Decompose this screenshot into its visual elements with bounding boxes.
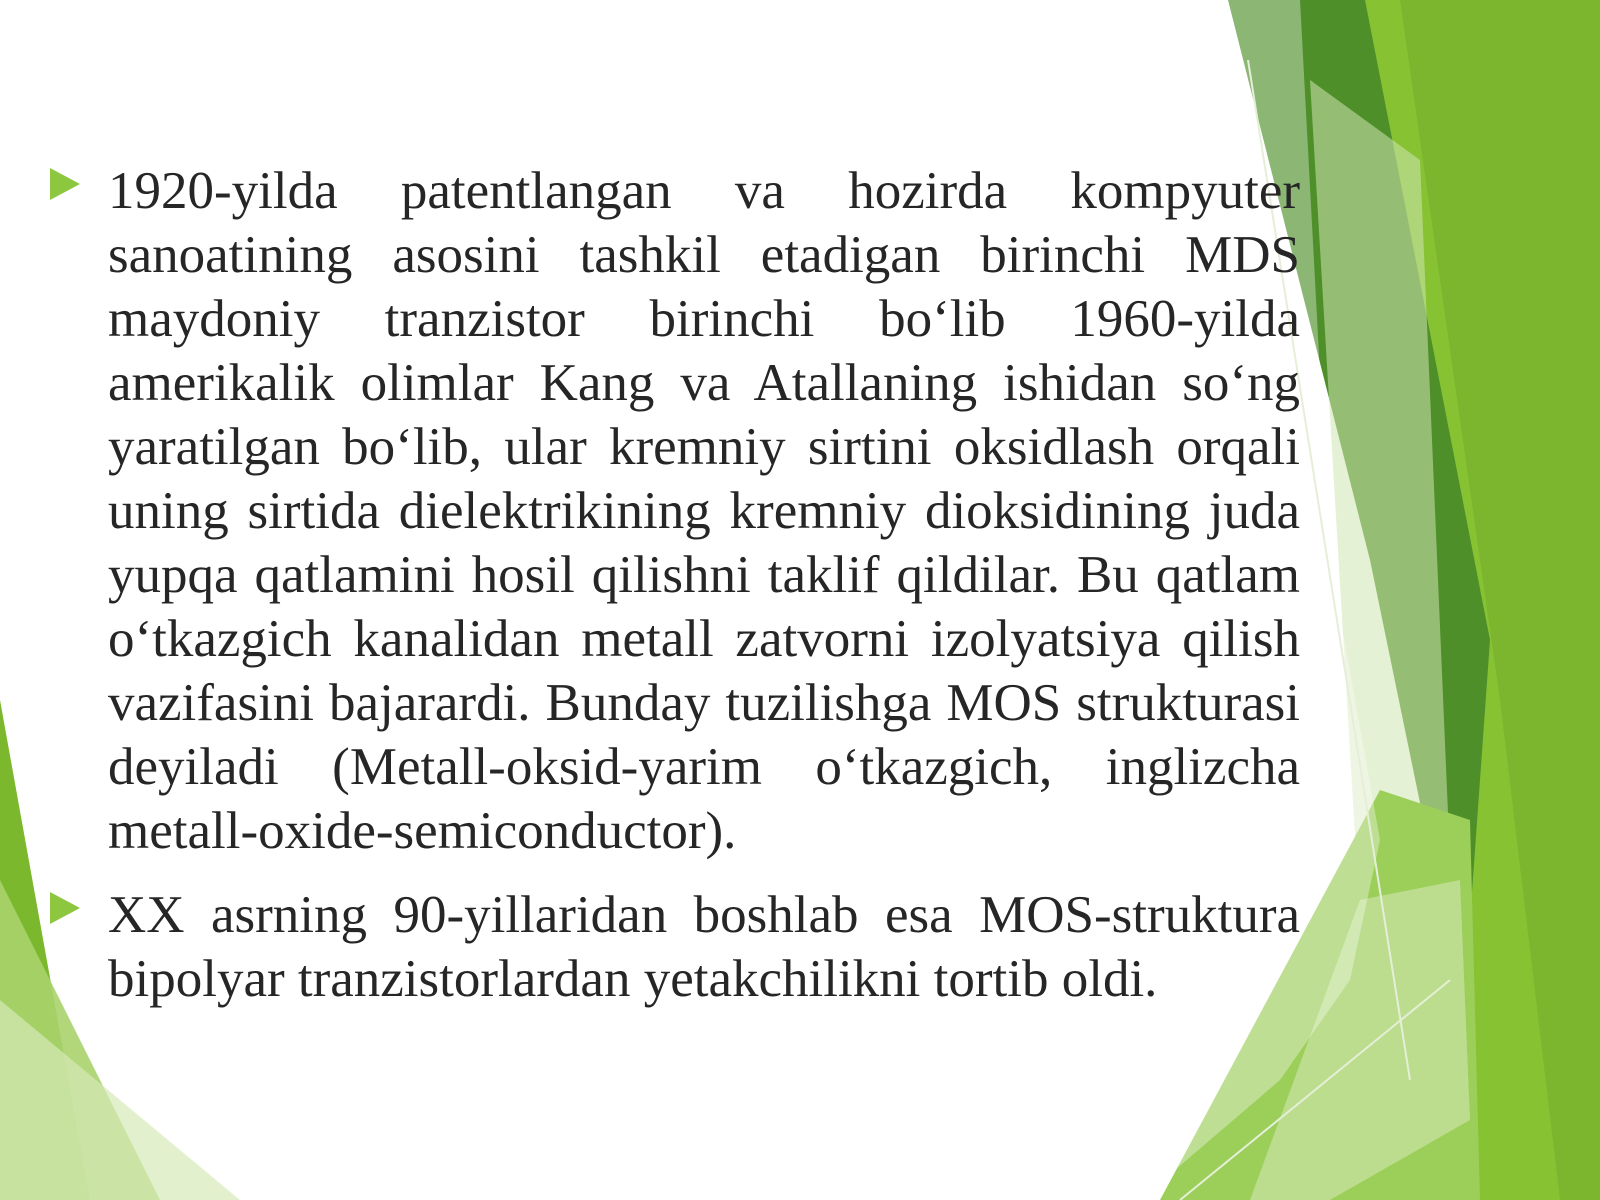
triangle-right-icon	[50, 892, 80, 924]
bullet-paragraph-1: 1920-yilda patentlangan va hozirda kompyuter sanoatining asosini tashkil etadigan birinchi MDS maydoniy tranzistor birinchi bo‘lib 1960-yilda amerikalik olimlar Kang va Atallaning ishidan so‘ng yaratilgan bo‘lib, ular kremniy sirtini oksidlash orqali uning sirtida dielektrikining kremniy dioksidining juda yupqa qatlamini hosil qilishni taklif qildilar. Bu qatlam o‘tkazgich kanalidan metall zatvorni izolyatsiya qilish vazifasini bajarardi. Bunday tuzilishga MOS strukturasi deyiladi (Metall-oksid-yarim o‘tkazgich, inglizcha metall-oxide-semiconductor).	[108, 162, 1300, 860]
triangle-right-icon	[50, 168, 80, 200]
bullet-paragraph-2: XX asrning 90-yillaridan boshlab esa MOS-struktura bipolyar tranzistorlardan yetakchilikni tortib oldi.	[108, 886, 1300, 1008]
